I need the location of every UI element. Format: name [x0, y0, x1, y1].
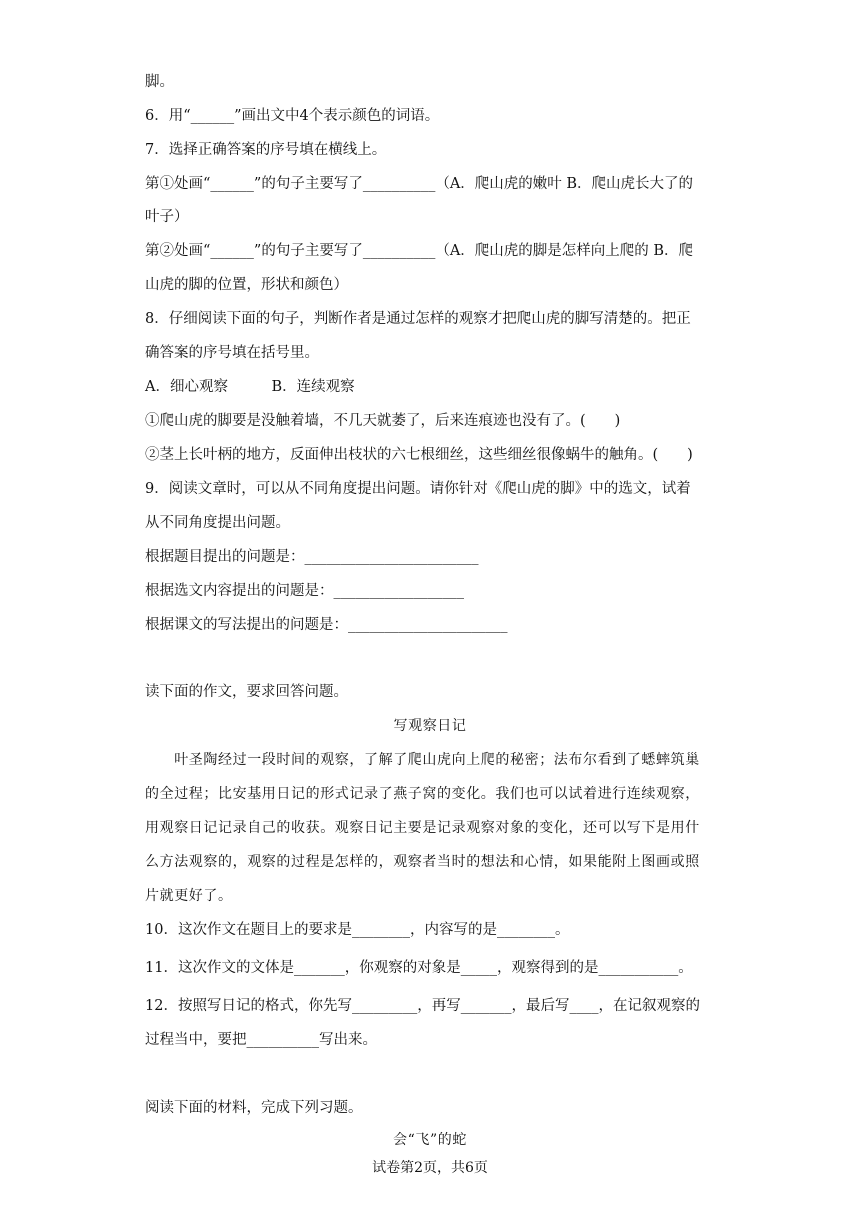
question-8-sentence-2: ②茎上长叶柄的地方，反面伸出枝状的六七根细丝，这些细丝很像蜗牛的触角。( ) — [145, 447, 693, 463]
page-footer: 试卷第2页，共6页 — [372, 1160, 488, 1176]
essay-line: 么方法观察的，观察的过程是怎样的，观察者当时的想法和心情，如果能附上图画或照 — [145, 854, 700, 870]
question-8: 8．仔细阅读下面的句子，判断作者是通过怎样的观察才把爬山虎的脚写清楚的。把正 — [145, 311, 691, 327]
question-9-item-1: 根据题目提出的问题是：________________________ — [145, 549, 479, 565]
section-instruction: 阅读下面的材料，完成下列习题。 — [145, 1100, 363, 1116]
question-11: 11．这次作文的文体是_______，你观察的对象是_____，观察得到的是___________。 — [145, 960, 693, 976]
text-line: 叶子） — [145, 209, 189, 225]
question-9-item-2: 根据选文内容提出的问题是：__________________ — [145, 583, 464, 599]
text-line: 过程当中，要把__________写出来。 — [145, 1032, 377, 1048]
answer-options: A．细心观察 B．连续观察 — [145, 379, 355, 395]
text-line: 山虎的脚的位置，形状和颜色） — [145, 277, 348, 293]
question-9-item-3: 根据课文的写法提出的问题是：______________________ — [145, 617, 508, 633]
section-instruction: 读下面的作文，要求回答问题。 — [145, 684, 348, 700]
question-12: 12．按照写日记的格式，你先写_________，再写_______，最后写____，在记叙观察的 — [145, 998, 700, 1014]
question-9: 9．阅读文章时，可以从不同角度提出问题。请你针对《爬山虎的脚》中的选文，试着 — [145, 481, 691, 497]
question-7-item-2: 第②处画“______”的句子主要写了__________（A．爬山虎的脚是怎样向上爬的 B．爬 — [145, 243, 694, 259]
essay-line: 片就更好了。 — [145, 888, 233, 904]
essay-line: 用观察日记记录自己的收获。观察日记主要是记录观察对象的变化，还可以写下是用什 — [145, 820, 700, 836]
question-10: 10．这次作文在题目上的要求是________，内容写的是________。 — [145, 922, 570, 938]
essay-line: 的全过程；比安基用日记的形式记录了燕子窝的变化。我们也可以试着进行连续观察， — [145, 786, 700, 802]
text-line: 从不同角度提出问题。 — [145, 515, 290, 531]
question-7: 7．选择正确答案的序号填在横线上。 — [145, 142, 387, 158]
essay-title: 写观察日记 — [393, 718, 467, 734]
question-8-sentence-1: ①爬山虎的脚要是没触着墙，不几天就萎了，后来连痕迹也没有了。( ) — [145, 413, 621, 429]
essay-line: 叶圣陶经过一段时间的观察，了解了爬山虎向上爬的秘密；法布尔看到了蟋蟀筑巢 — [145, 752, 700, 768]
text-line: 脚。 — [145, 74, 174, 90]
question-6: 6．用“______”画出文中4个表示颜色的词语。 — [145, 108, 440, 124]
question-7-item-1: 第①处画“______”的句子主要写了__________（A．爬山虎的嫩叶 B．爬山虎长大了的 — [145, 176, 694, 192]
text-line: 确答案的序号填在括号里。 — [145, 345, 319, 361]
story-title: 会“飞”的蛇 — [393, 1132, 467, 1148]
